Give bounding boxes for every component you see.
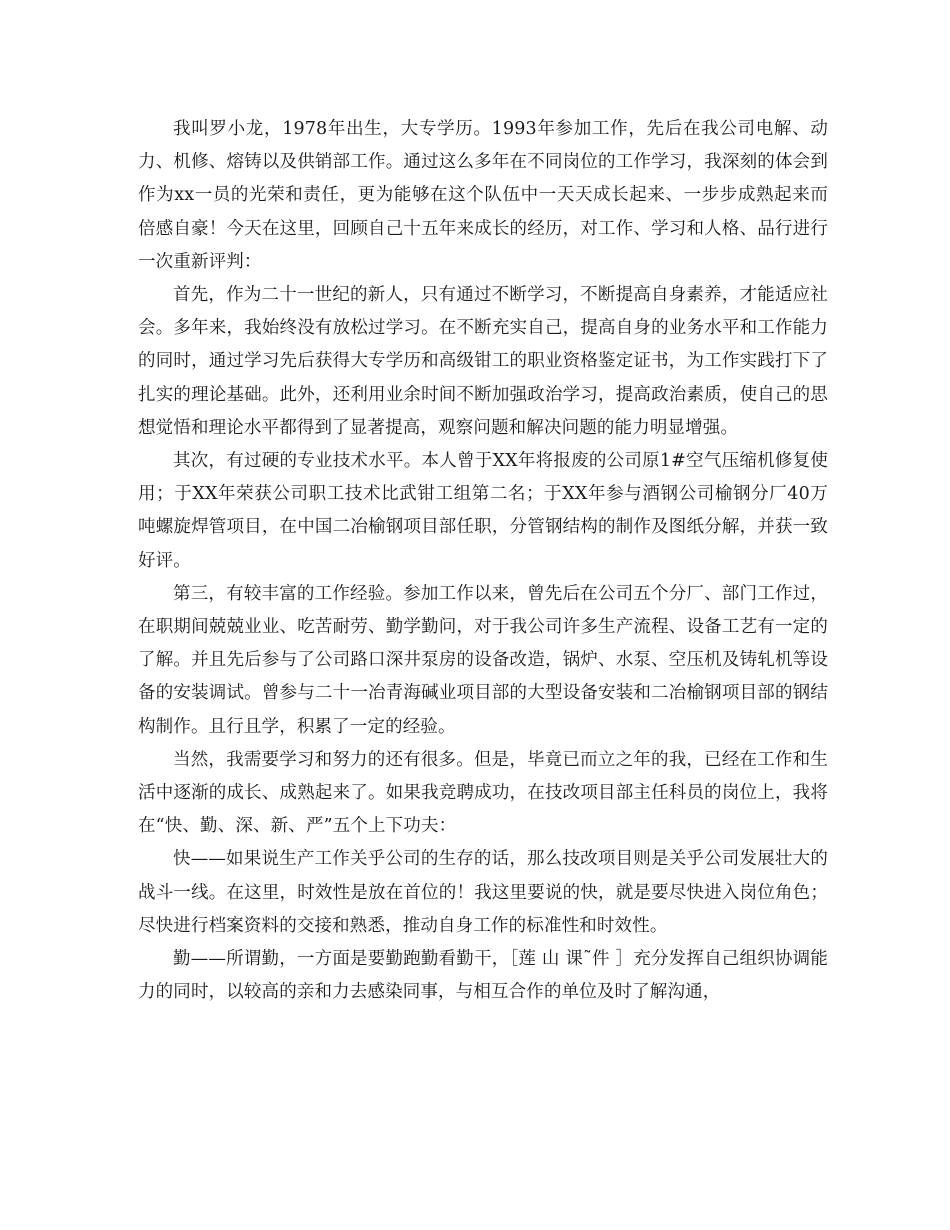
paragraph-diligent: 勤——所谓勤，一方面是要勤跑勤看勤干，［莲 山 课˜件 ］充分发挥自己组织协调能力的同时，以较高的亲和力去感染同事，与相互合作的单位及时了解沟通， [138,949,828,1003]
paragraph-technical-skill: 其次，有过硬的专业技术水平。本人曾于XX年将报废的公司原1#空气压缩机修复使用；于XX年荣获公司职工技术比武钳工组第二名；于XX年参与酒钢公司榆钢分厂40万吨螺旋焊管项目，在中国二冶榆钢项目部任职，分管钢结构的制作及图纸分解，并获一致好评。 [138,451,828,571]
paragraph-intro: 我叫罗小龙，1978年出生，大专学历。1993年参加工作，先后在我公司电解、动力、机修、熔铸以及供销部工作。通过这么多年在不同岗位的工作学习，我深刻的体会到作为xx一员的光荣和责任，更为能够在这个队伍中一天天成长起来、一步步成熟起来而倍感自豪！今天在这里，回顾自己十五年来成长的经历，对工作、学习和人格、品行进行一次重新评判： [138,119,828,272]
paragraph-fast: 快——如果说生产工作关乎公司的生存的话，那么技改项目则是关乎公司发展壮大的战斗一线。在这里，时效性是放在首位的！我这里要说的快，就是要尽快进入岗位角色；尽快进行档案资料的交接和熟悉，推动自身工作的标准性和时效性。 [138,849,828,936]
document-body [138,113,828,1009]
paragraph-commitment: 当然，我需要学习和努力的还有很多。但是，毕竟已而立之年的我，已经在工作和生活中逐渐的成长、成熟起来了。如果我竞聘成功，在技改项目部主任科员的岗位上，我将在“快、勤、深、新、严”五个上下功夫： [138,749,828,837]
paragraph-work-experience: 第三，有较丰富的工作经验。参加工作以来，曾先后在公司五个分厂、部门工作过，在职期间兢兢业业、吃苦耐劳、勤学勤问，对于我公司许多生产流程、设备工艺有一定的了解。并且先后参与了公司路口深井泵房的设备改造，锅炉、水泵、空压机及铸轧机等设备的安装调试。曾参与二十一冶青海碱业项目部的大型设备安装和二冶榆钢项目部的钢结构制作。且行且学，积累了一定的经验。 [138,583,828,737]
paragraph-learning: 首先，作为二十一世纪的新人，只有通过不断学习，不断提高自身素养，才能适应社会。多年来，我始终没有放松过学习。在不断充实自己，提高自身的业务水平和工作能力的同时，通过学习先后获得大专学历和高级钳工的职业资格鉴定证书，为工作实践打下了扎实的理论基础。此外，还利用业余时间不断加强政治学习，提高政治素质，使自己的思想觉悟和理论水平都得到了显著提高，观察问题和解决问题的能力明显增强。 [138,285,828,438]
